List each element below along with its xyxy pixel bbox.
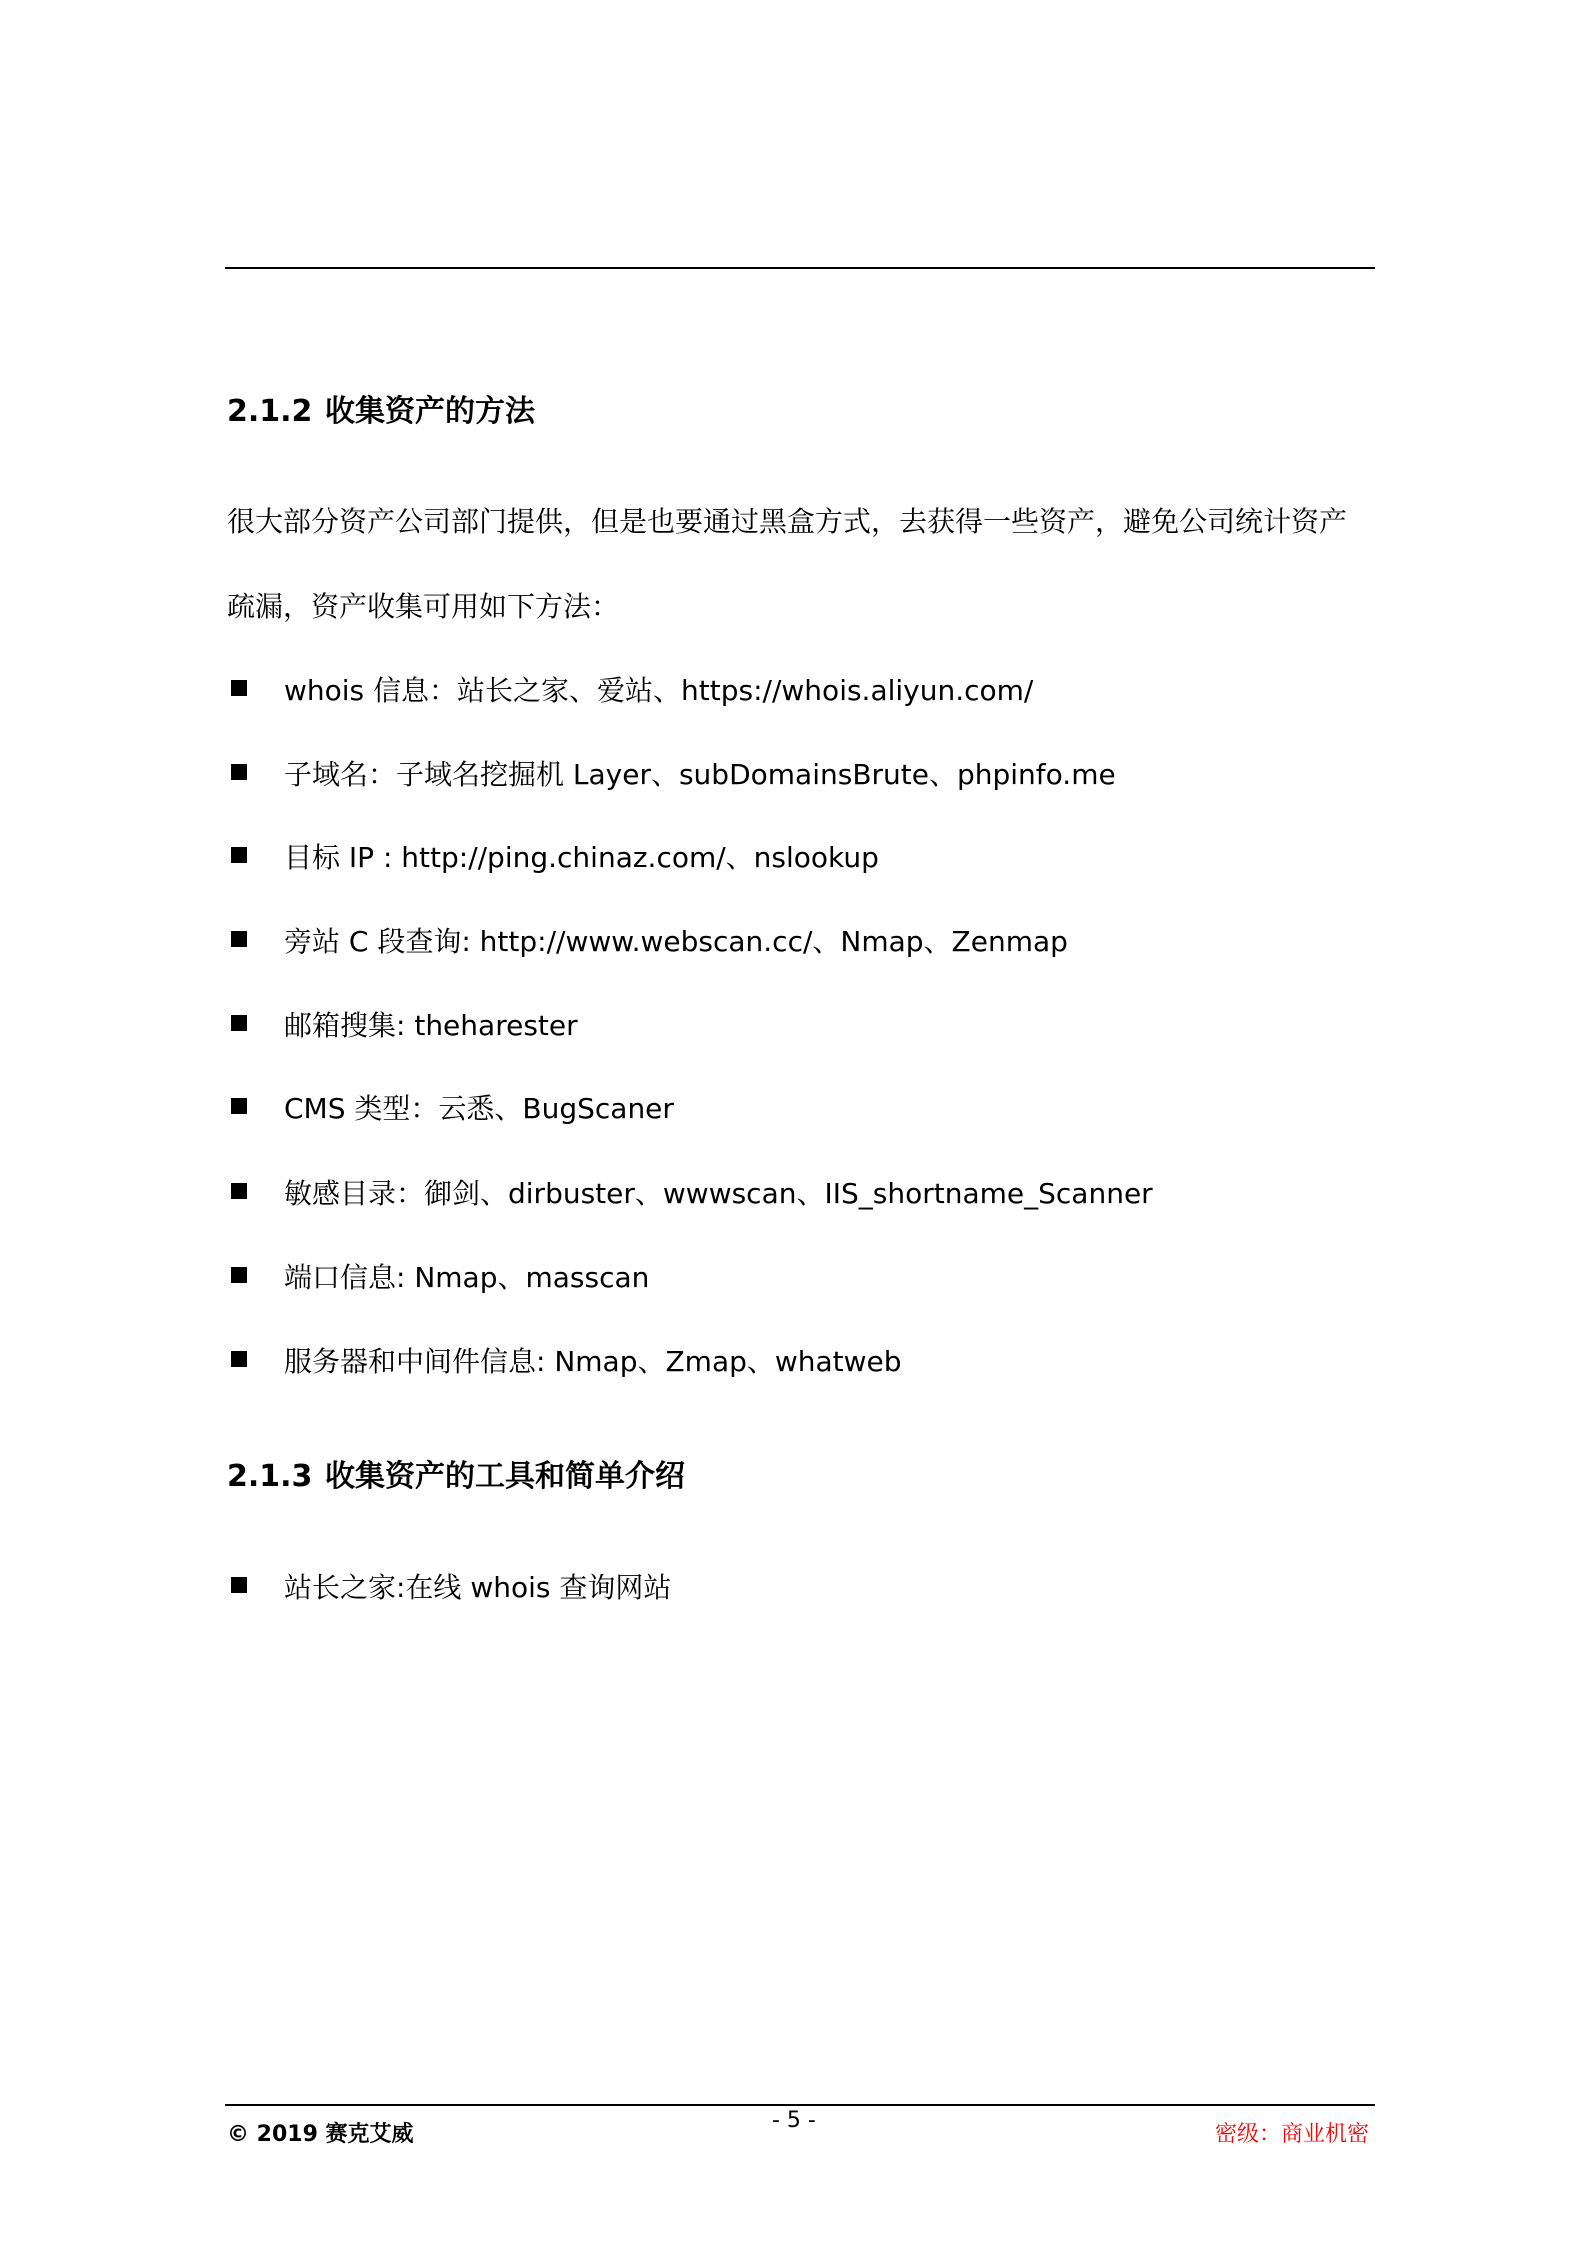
intro-line-1: 很大部分资产公司部门提供，但是也要通过黑盒方式，去获得一些资产，避免公司统计资产 xyxy=(227,505,1348,538)
bullet-square-icon xyxy=(231,764,247,780)
intro-line-2: 疏漏，资产收集可用如下方法： xyxy=(227,590,620,623)
list-item-text: CMS 类型：云悉、BugScaner xyxy=(284,1092,674,1125)
list-item-text: 子域名：子域名挖掘机 Layer、subDomainsBrute、phpinfo.me xyxy=(284,758,1116,791)
header-rule xyxy=(225,267,1375,269)
footer-copyright: © 2019 赛克艾威 xyxy=(227,2122,414,2147)
list-item-text: 站长之家:在线 whois 查询网站 xyxy=(284,1571,672,1604)
bullet-square-icon xyxy=(231,680,247,696)
list-item-text: 服务器和中间件信息: Nmap、Zmap、whatweb xyxy=(284,1345,902,1378)
list-item-text: whois 信息：站长之家、爱站、https://whois.aliyun.com/ xyxy=(284,674,1034,707)
page-number: - 5 - xyxy=(772,2108,816,2133)
bullet-square-icon xyxy=(231,1267,247,1283)
section-number: 2.1.2 xyxy=(227,394,313,429)
list-item-text: 端口信息: Nmap、masscan xyxy=(284,1261,650,1294)
section-number: 2.1.3 xyxy=(227,1459,313,1494)
section-title: 收集资产的工具和简单介绍 xyxy=(325,1459,685,1494)
section-title: 收集资产的方法 xyxy=(325,394,535,429)
list-item-text: 旁站 C 段查询: http://www.webscan.cc/、Nmap、Zenmap xyxy=(284,925,1068,958)
bullet-square-icon xyxy=(231,1183,247,1199)
bullet-square-icon xyxy=(231,1098,247,1114)
list-item-text: 邮箱搜集: theharester xyxy=(284,1009,578,1042)
list-item-text: 目标 IP : http://ping.chinaz.com/、nslookup xyxy=(284,841,879,874)
bullet-square-icon xyxy=(231,1015,247,1031)
bullet-square-icon xyxy=(231,1351,247,1367)
section-heading-2-1-2 xyxy=(227,386,535,430)
footer-classification: 密级：商业机密 xyxy=(1214,2122,1369,2147)
section-heading-2-1-3 xyxy=(227,1451,685,1495)
bullet-square-icon xyxy=(231,847,247,863)
bullet-square-icon xyxy=(231,931,247,947)
bullet-square-icon xyxy=(231,1577,247,1593)
list-item-text: 敏感目录：御剑、dirbuster、wwwscan、IIS_shortname_Scanner xyxy=(284,1177,1153,1210)
footer-rule xyxy=(225,2104,1375,2106)
